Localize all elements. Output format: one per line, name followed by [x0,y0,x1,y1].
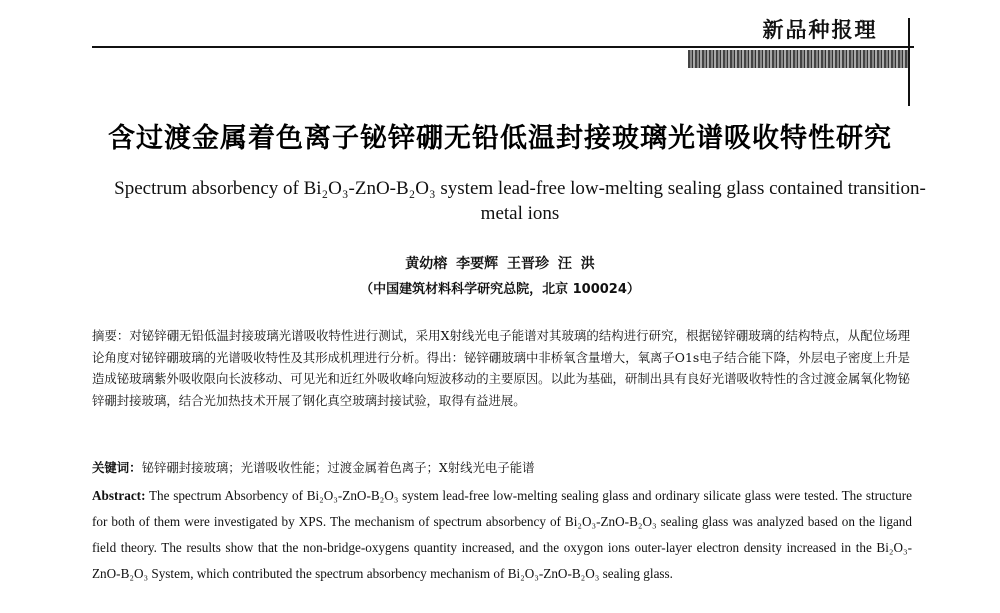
header-side-rule [908,18,910,106]
title-chinese: 含过渡金属着色离子铋锌硼无铅低温封接玻璃光谱吸收特性研究 [108,123,892,154]
keywords-chinese [92,458,910,478]
header-rule [92,46,914,48]
title-english: Spectrum absorbency of Bi₂O₃-ZnO-B₂O₃ system lead-free low-melting sealing glass contained transition-metal ions [114,178,926,224]
header-banner-decoration [688,50,908,68]
affiliation: （中国建筑材料科学研究总院，北京 100024） [360,282,640,297]
abstract-text: The spectrum Absorbency of Bi₂O₃-ZnO-B₂O₃ system lead-free low-melting sealing glass and ordinary silicate glass were tested. The structure for both of them were investigated by XPS. The mechanism of spectrum absorbency of Bi₂O₃-ZnO-B₂O₃ sealing glass was analyzed based on the ligand field theory. The results show that the non-bridge-oxygens quantity increased, and the oxygon ions outer-layer electron density increased in the Bi₂O₃-ZnO-B₂O₃ System, which contributed the spectrum absorbency mechanism of Bi₂O₃-ZnO-B₂O₃ sealing glass. [92,488,912,581]
abstract-label: Abstract: [92,488,146,503]
abstract-english [92,483,912,587]
keywords-text: 铋锌硼封接玻璃；光谱吸收性能；过渡金属着色离子；X射线光电子能谱 [141,460,535,475]
abstract-chinese: 摘要：对铋锌硼无铅低温封接玻璃光谱吸收特性进行测试，采用X射线光电子能谱对其玻璃的结构进行研究，根据铋锌硼玻璃的结构特点，从配位场理论角度对铋锌硼玻璃的光谱吸收特性及其形成机理进行分析。得出：铋锌硼玻璃中非桥氧含量增大，氧离子O1s电子结合能下降，外层电子密度上升是造成铋玻璃紫外吸收限向长波移动、可见光和近红外吸收峰向短波移动的主要原因。以此为基础，研制出具有良好光谱吸收特性的含过渡金属氧化物铋锌硼封接玻璃，结合光加热技术开展了钢化真空玻璃封接试验，取得有益进展。 [92,328,910,408]
authors: 黄幼榕 李要辉 王晋珍 汪 洪 [405,256,595,272]
keywords-label: 关键词： [92,460,142,475]
section-label: 新品种报理 [762,18,878,42]
